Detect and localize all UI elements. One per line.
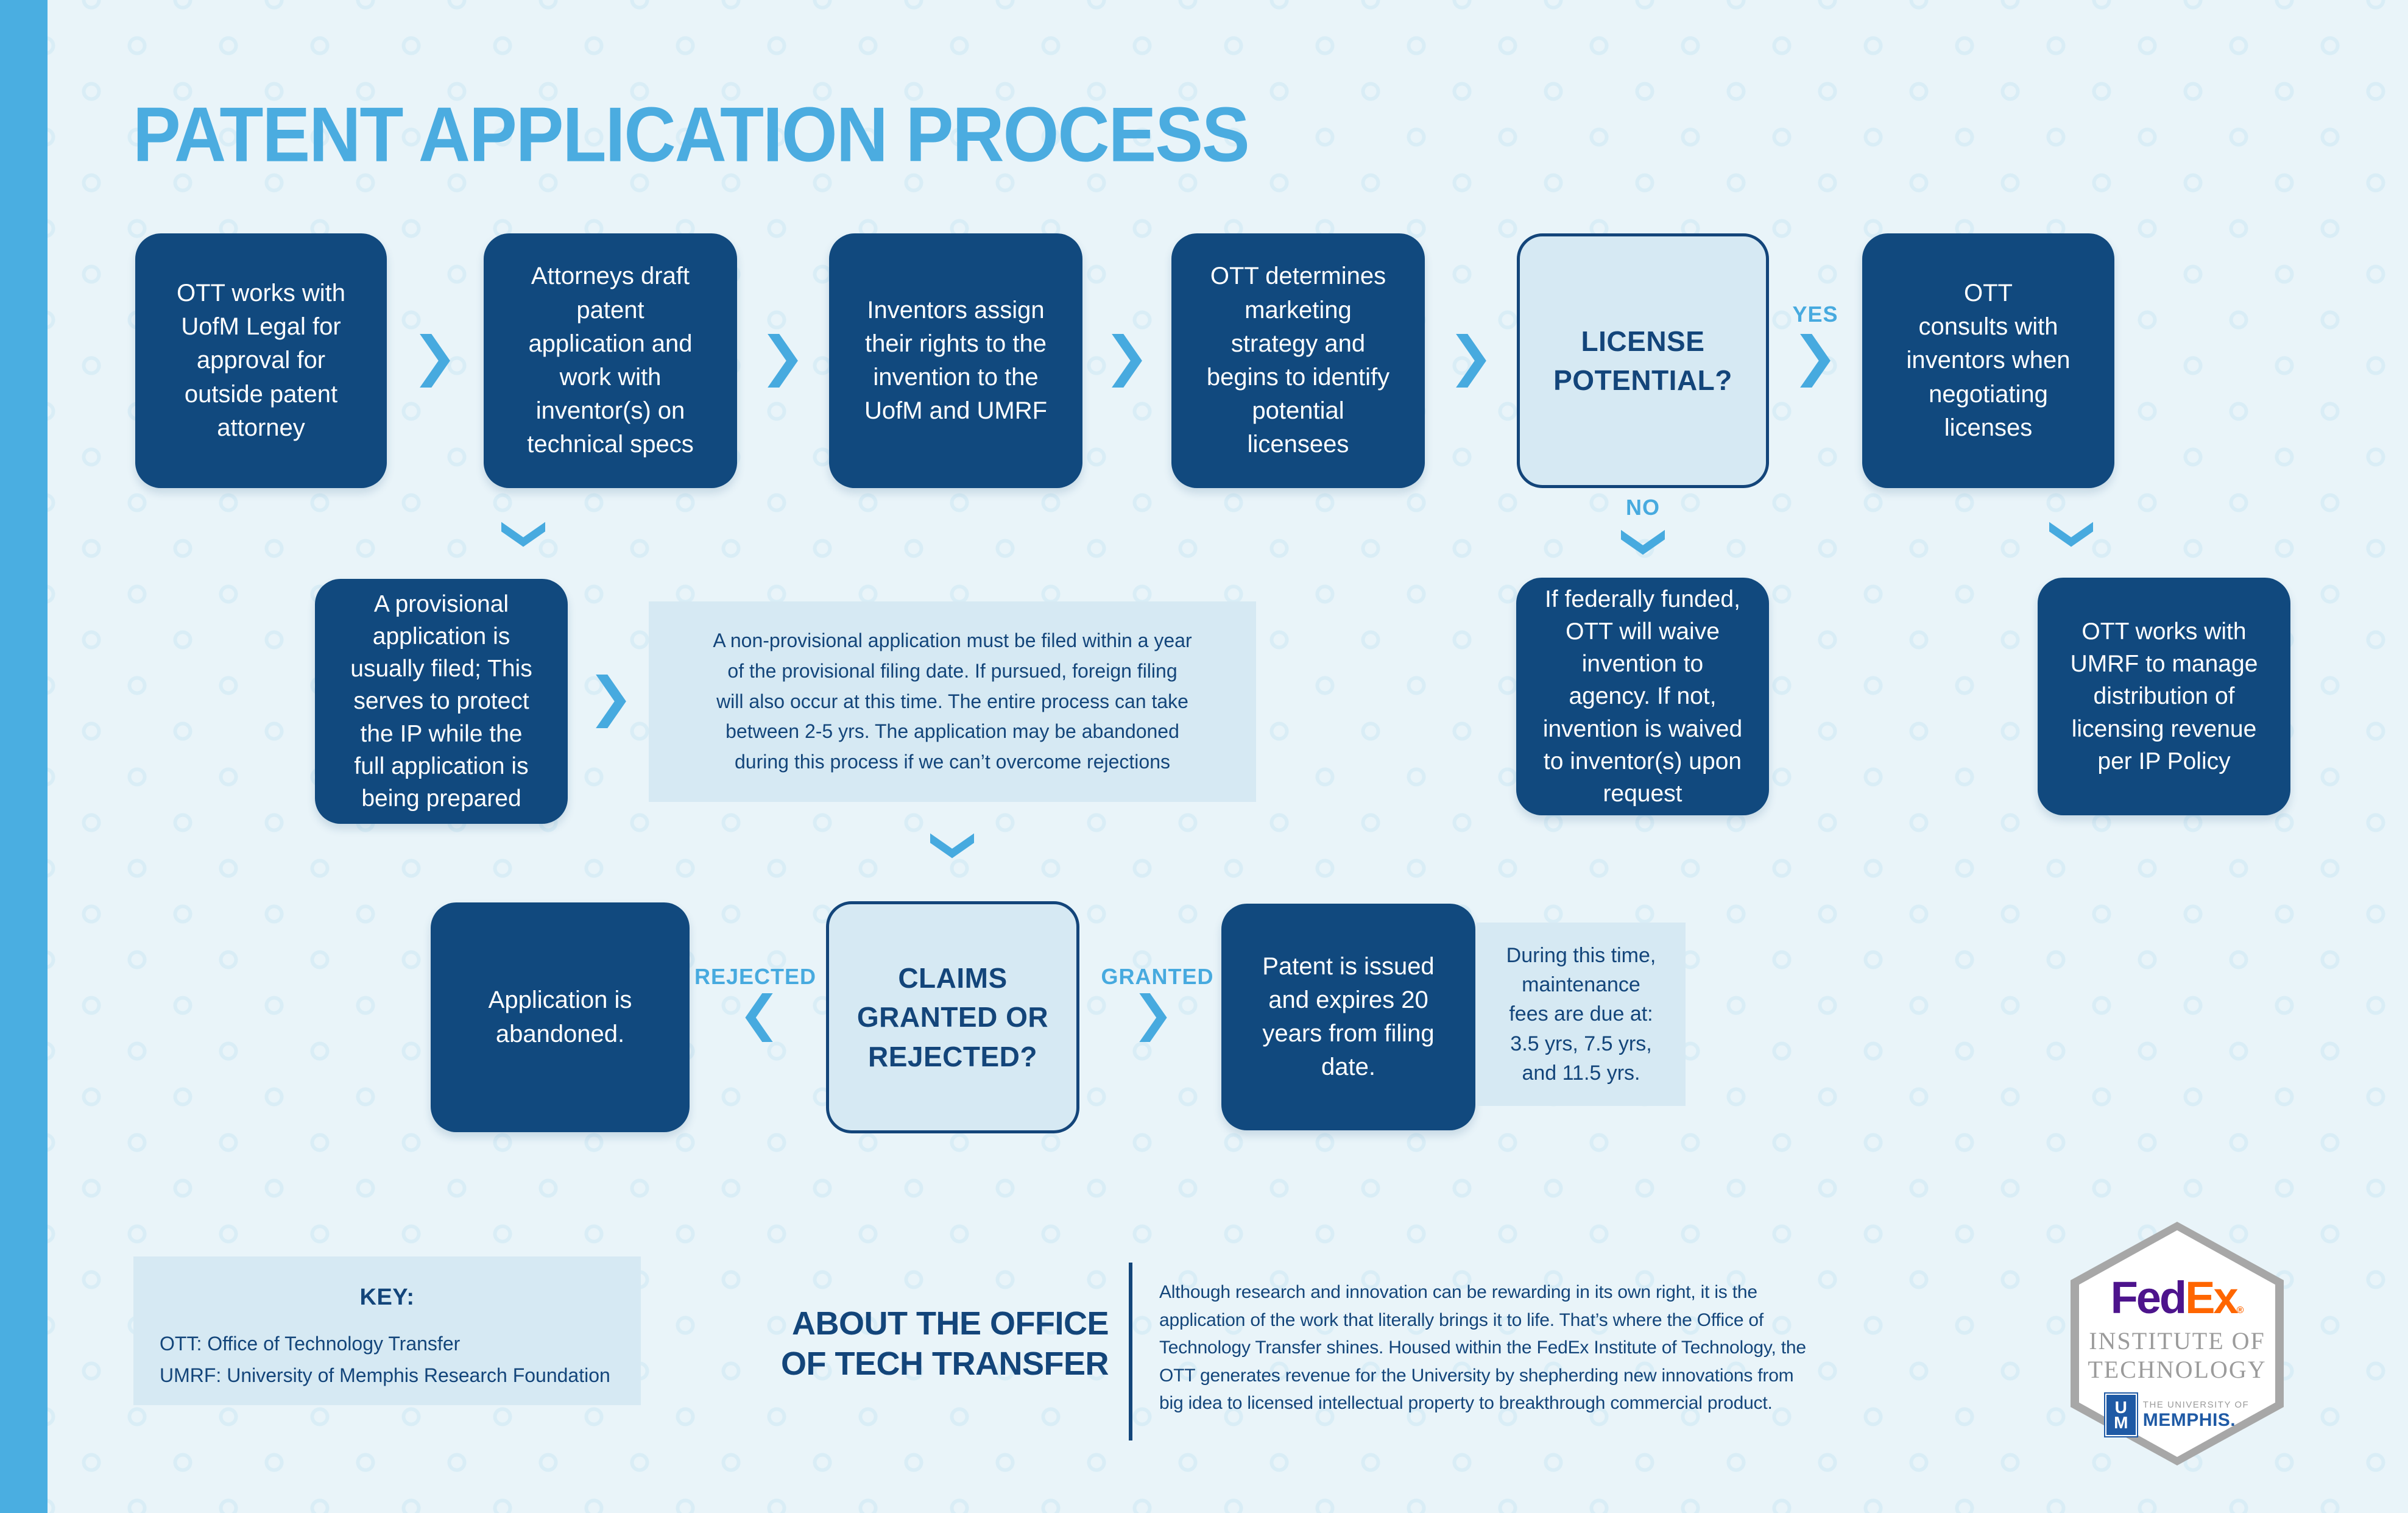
label-no: NO — [1626, 495, 1660, 520]
chevron-right-icon — [1112, 334, 1142, 388]
shield-u: U — [2114, 1397, 2127, 1417]
flow-step-federal: If federally funded, OTT will waive invention to agency. If not, invention is waived to inventor(s) upon request — [1516, 578, 1769, 815]
university-small-text: THE UNIVERSITY OF — [2142, 1399, 2250, 1410]
info-panel-nonprovisional: A non-provisional application must be filed within a year of the provisional filing date. If pursued, foreign filing will also occur at this time. The entire process can take between 2-5 yrs. The application may be abandoned during this process if we can’t overcome rejections — [649, 601, 1256, 802]
fedex-ex-text: Ex — [2185, 1272, 2237, 1323]
university-of-memphis-lockup — [2071, 1394, 2284, 1436]
flow-step-provisional: A provisional application is usually filed; This serves to protect the IP while the full application is being prepared — [315, 579, 568, 824]
flow-step-inventors: Inventors assign their rights to the invention to the UofM and UMRF — [829, 233, 1082, 488]
flow-step-attorneys: Attorneys draft patent application and work with inventor(s) on technical specs — [484, 233, 737, 488]
memphis-text: MEMPHIS. — [2142, 1409, 2236, 1430]
chevron-right-icon — [1800, 334, 1831, 388]
about-heading: ABOUT THE OFFICE OF TECH TRANSFER — [781, 1305, 1109, 1382]
chevron-right-icon — [1139, 993, 1167, 1042]
institute-line: INSTITUTE OF — [2089, 1327, 2265, 1355]
chevron-right-icon — [768, 334, 798, 388]
page-title: PATENT APPLICATION PROCESS — [133, 91, 1249, 179]
flow-step-consults: OTT consults with inventors when negotiating licenses — [1862, 233, 2114, 488]
chevron-down-icon — [1621, 529, 1665, 556]
fedex-institute-badge — [2071, 1222, 2284, 1465]
label-rejected: REJECTED — [694, 964, 817, 989]
registered-mark: ® — [2236, 1305, 2244, 1316]
chevron-down-icon — [2049, 521, 2093, 548]
fedex-fed-text: Fed — [2110, 1272, 2186, 1323]
fedex-wordmark — [2071, 1272, 2284, 1323]
flow-step-legal: OTT works with UofM Legal for approval for outside patent attorney — [135, 233, 387, 488]
info-panel-maintenance: During this time, maintenance fees are due at: 3.5 yrs, 7.5 yrs, and 11.5 yrs. — [1477, 923, 1686, 1106]
label-granted: GRANTED — [1101, 964, 1214, 989]
flow-step-umrf: OTT works with UMRF to manage distribution of licensing revenue per IP Policy — [2038, 578, 2290, 815]
label-yes: YES — [1792, 302, 1838, 327]
key-items — [160, 1328, 629, 1392]
institute-of-technology-text — [2071, 1327, 2284, 1384]
um-shield-icon — [2105, 1394, 2137, 1436]
about-paragraph: Although research and innovation can be rewarding in its own right, it is the application of the work that literally brings it to life. That’s where the Office of Technology Transfer shines. Housed within the FedEx Institute of Technology, the OTT generates revenue for the University by shepherding new innovations from big idea to licensed intellectual property to breakthrough commercial product. — [1159, 1282, 1806, 1414]
um-text — [2143, 1400, 2249, 1431]
flow-step-patent: Patent is issued and expires 20 years from filing date. — [1221, 904, 1475, 1130]
chevron-right-icon — [596, 675, 626, 728]
flow-step-marketing: OTT determines marketing strategy and begins to identify potential licensees — [1171, 233, 1425, 488]
section-divider — [1129, 1263, 1132, 1440]
technology-line: TECHNOLOGY — [2088, 1356, 2267, 1384]
chevron-left-icon — [745, 993, 773, 1042]
key-item: OTT: Office of Technology Transfer — [160, 1333, 461, 1355]
decision-license-potential: LICENSE POTENTIAL? — [1517, 233, 1769, 488]
shield-m: M — [2114, 1413, 2128, 1432]
flow-step-abandoned: Application is abandoned. — [431, 902, 690, 1132]
chevron-right-icon — [420, 334, 450, 388]
chevron-down-icon — [930, 832, 974, 859]
key-item: UMRF: University of Memphis Research Foundation — [160, 1364, 610, 1386]
chevron-down-icon — [501, 521, 545, 548]
decision-claims: CLAIMS GRANTED OR REJECTED? — [826, 901, 1079, 1133]
left-accent-bar — [0, 0, 48, 1513]
chevron-right-icon — [1456, 334, 1486, 388]
key-heading: KEY: — [359, 1284, 415, 1310]
